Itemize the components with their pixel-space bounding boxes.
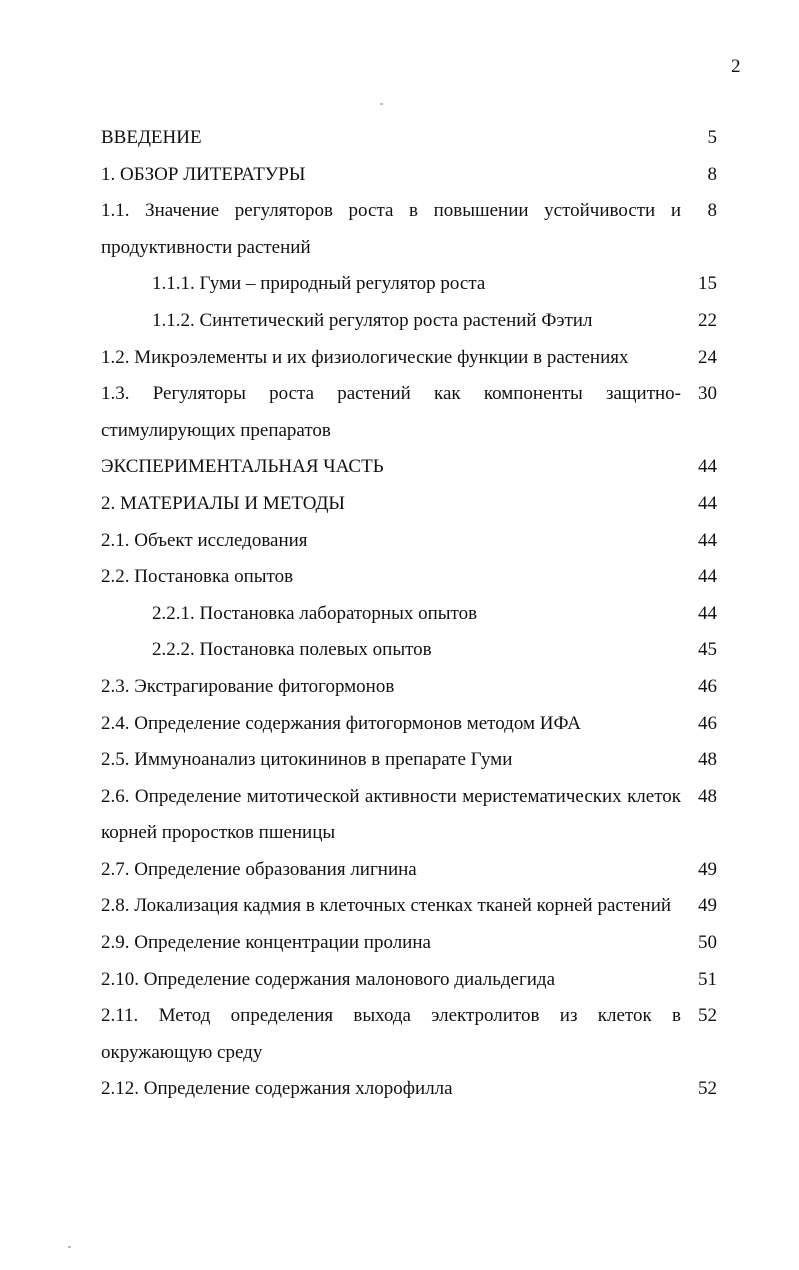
toc-entry-page: 50 [698,932,717,954]
toc-entry-page: 44 [698,456,717,478]
toc-entry-page: 5 [707,127,717,148]
toc-entry-title: 2.12. Определение содержания хлорофилла [101,1078,453,1100]
toc-entry-title: 1.1.1. Гуми – природный регулятор роста [152,273,486,295]
toc-entry-title: 2.2.1. Постановка лабораторных опытов [152,602,478,624]
toc-entry-title: 2.8. Локализация кадмия в клеточных стенках тканей корней растений [101,895,672,917]
toc-entry-page: 8 [707,200,717,222]
toc-entry-page: 44 [698,492,717,514]
toc-entry-page: 8 [707,163,717,185]
toc-entry-title: 1.1. Значение регуляторов роста в повышении устойчивости и продуктивности растений [101,200,681,258]
toc-entry-title: 2.11. Метод определения выхода электролитов из клеток в окружающую среду [101,1005,681,1063]
toc-entry-page: 44 [698,602,717,624]
toc-entry-title: 2.2.2. Постановка полевых опытов [152,639,432,661]
toc-entry-title: 2.6. Определение митотической активности меристематических клеток корней проростков пшеницы [101,785,681,844]
toc-entry [101,340,717,377]
toc-entry-title: 2.3. Экстрагирование фитогормонов [101,675,395,697]
toc-entry [101,266,717,303]
toc-entry [101,596,717,633]
toc-entry-title: 2.9. Определение концентрации пролина [101,932,431,954]
table-of-contents [101,120,717,1108]
toc-entry-title: 2.10. Определение содержания малонового диальдегида [101,968,556,990]
toc-entry-page: 22 [698,309,717,331]
toc-entry [101,303,717,340]
toc-entry [101,449,717,486]
toc-entry-title: 2.7. Определение образования лигнина [101,858,417,880]
toc-entry-title: 2.2. Постановка опытов [101,566,294,588]
toc-entry [101,998,717,1071]
toc-entry-title: 2.4. Определение содержания фитогормонов методом ИФА [101,712,582,734]
toc-entry-title: 1. ОБЗОР ЛИТЕРАТУРЫ [101,163,306,185]
toc-entry-title: 1.2. Микроэлементы и их физиологические функции в растениях [101,346,629,368]
toc-entry-page: 44 [698,566,717,588]
toc-entry-page: 46 [698,712,717,734]
scan-speck [68,1246,71,1248]
toc-entry [101,1071,717,1108]
scan-speck [380,103,383,105]
toc-entry-title: 2.1. Объект исследования [101,529,308,551]
toc-entry-page: 45 [698,639,717,661]
toc-entry-page: 46 [698,675,717,697]
toc-entry-page: 49 [698,858,717,880]
toc-entry [101,157,717,194]
toc-entry [101,888,717,925]
toc-entry [101,120,717,157]
toc-entry-title: 1.3. Регуляторы роста растений как компоненты защитно-стимулирующих препаратов [101,383,681,441]
toc-entry-title: 2.5. Иммуноанализ цитокининов в препарате Гуми [101,749,513,771]
toc-entry-title: ВВЕДЕНИЕ [101,127,202,148]
toc-entry [101,559,717,596]
toc-entry-page: 52 [698,1005,717,1027]
toc-entry-page: 24 [698,346,717,368]
page-number: 2 [731,56,741,77]
toc-entry-title: ЭКСПЕРИМЕНТАЛЬНАЯ ЧАСТЬ [101,456,384,478]
toc-entry-title: 1.1.2. Синтетический регулятор роста растений Фэтил [152,309,593,331]
toc-entry [101,376,717,449]
toc-entry [101,632,717,669]
toc-entry-page: 15 [698,273,717,295]
toc-entry-page: 51 [698,968,717,990]
toc-entry [101,669,717,706]
toc-entry [101,742,717,779]
toc-entry-page: 44 [698,529,717,551]
toc-entry [101,706,717,743]
toc-entry [101,486,717,523]
toc-entry-page: 52 [698,1078,717,1100]
toc-entry [101,523,717,560]
toc-entry [101,925,717,962]
toc-entry-page: 48 [698,785,717,807]
toc-entry [101,779,717,852]
toc-entry [101,193,717,266]
toc-entry-page: 49 [698,895,717,917]
toc-entry-page: 48 [698,749,717,771]
toc-entry-page: 30 [698,383,717,405]
toc-entry [101,962,717,999]
toc-entry [101,852,717,889]
toc-entry-title: 2. МАТЕРИАЛЫ И МЕТОДЫ [101,492,346,514]
